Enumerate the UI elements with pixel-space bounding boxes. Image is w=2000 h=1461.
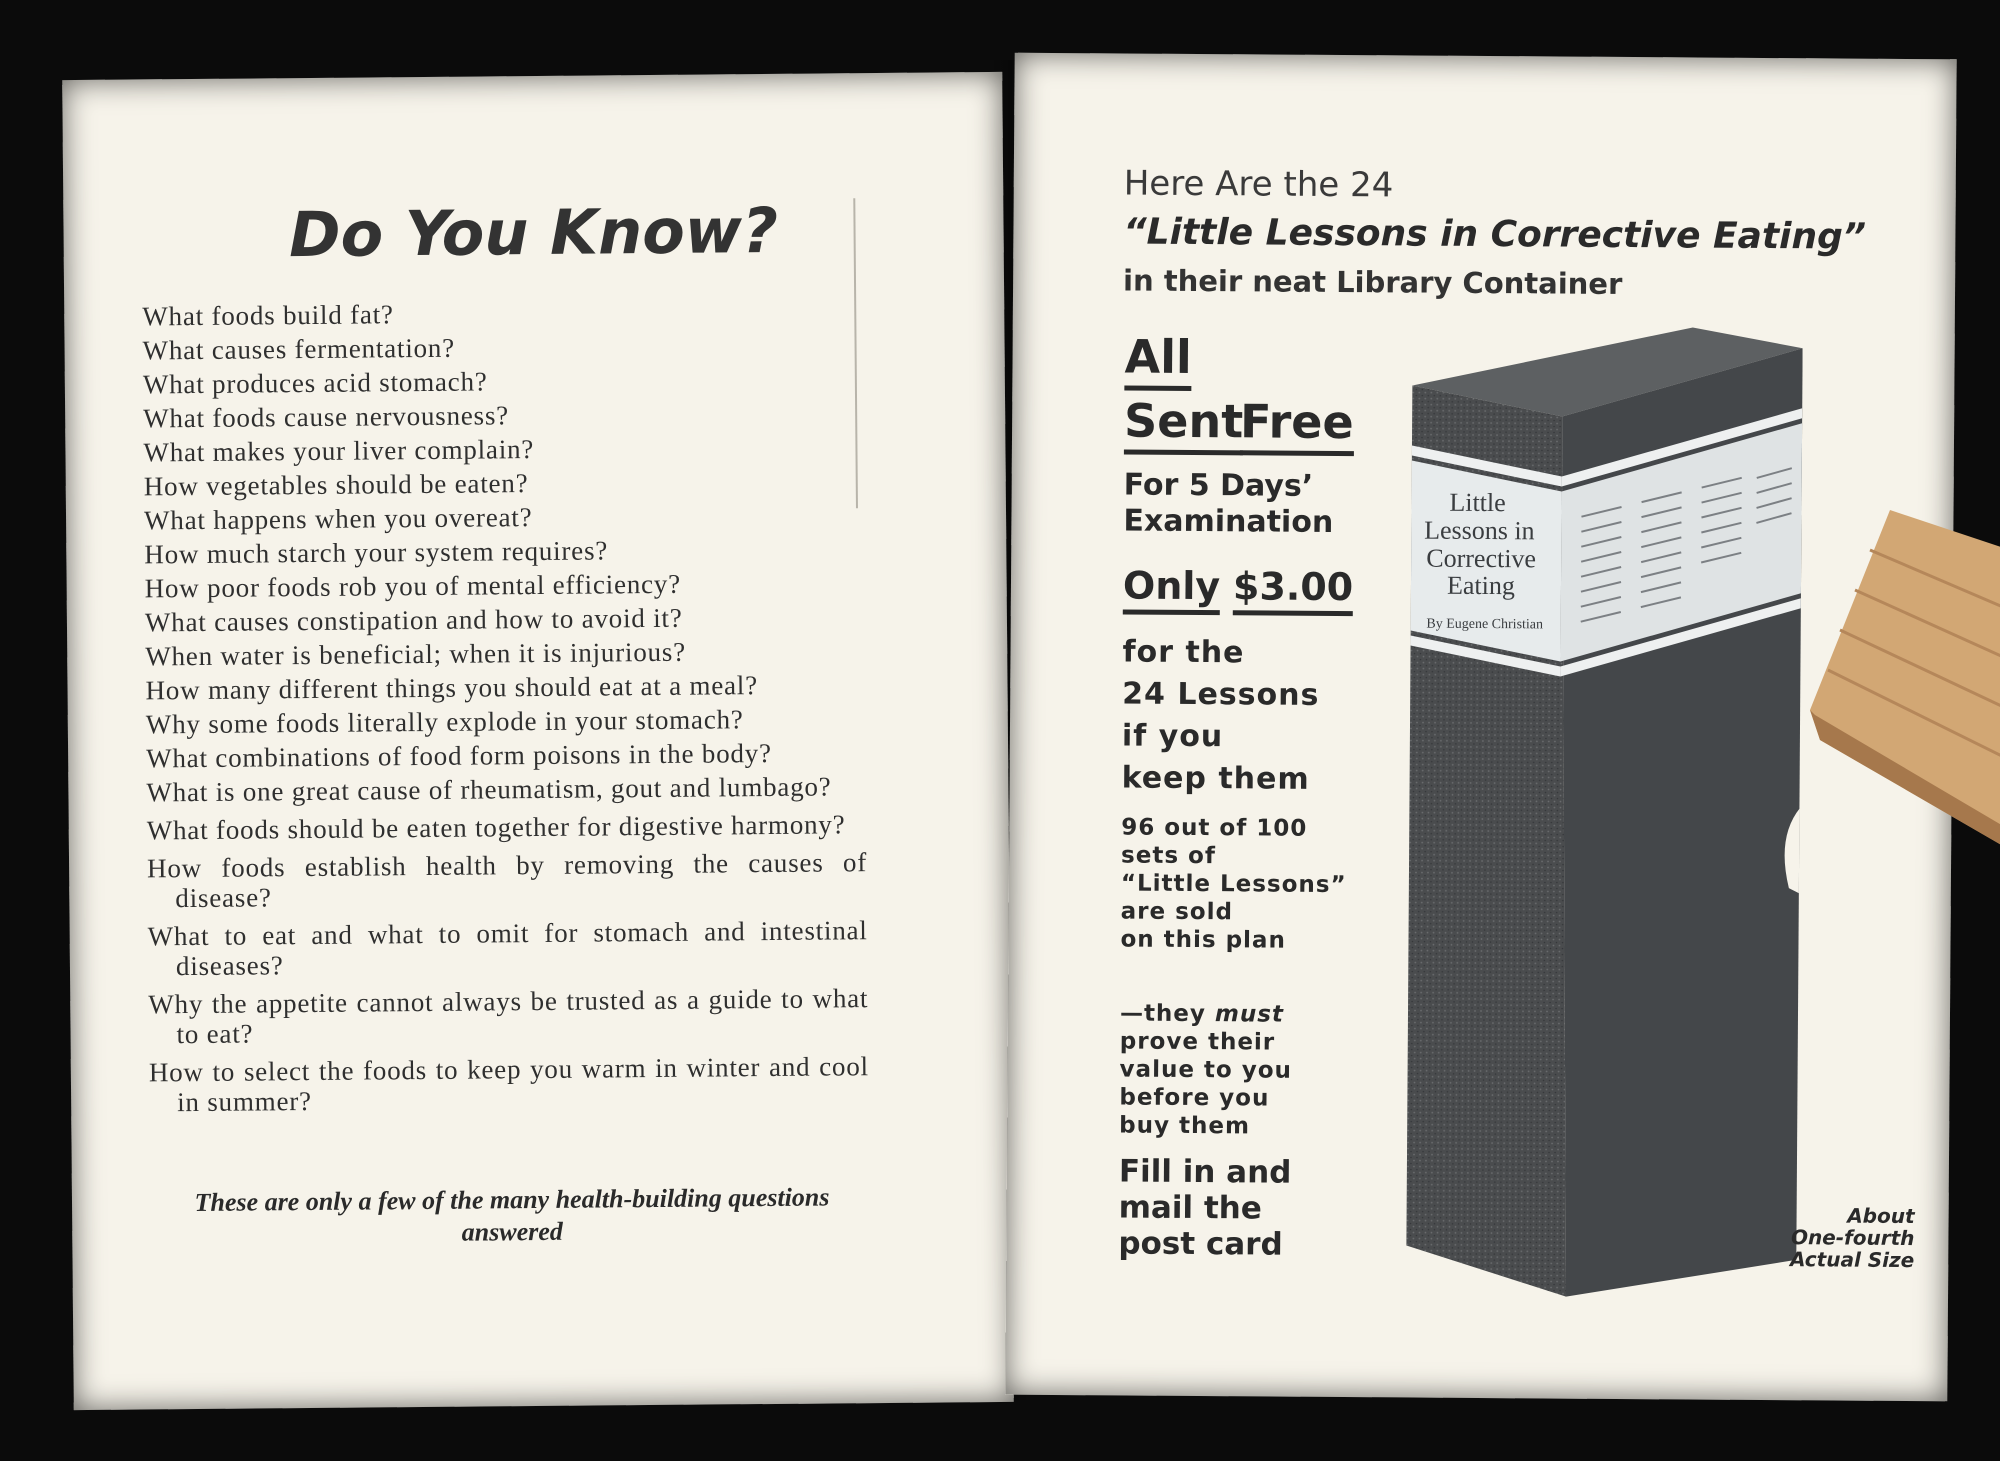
examination-offer: For 5 Days’ Examination [1123,467,1334,540]
footer-note: These are only a few of the many health-building questions answered [194,1182,830,1247]
heading-line-1: Here Are the 24 [1123,163,1394,206]
list-item: What makes your liver complain? [143,434,535,468]
price-label: $3.00 [1233,564,1354,616]
proof-statement: —they must prove their value to you before you buy them [1119,1000,1293,1140]
box-title-line: Lessons in [1424,515,1535,546]
page-heading: Do You Know? [288,193,779,272]
sent-label: Sent [1124,394,1244,456]
list-item: What foods cause nervousness? [143,400,510,434]
only-label: Only [1123,563,1221,615]
lessons-text: for the 24 Lessons if you keep them [1121,634,1320,797]
list-item: What causes constipation and how to avoid it? [144,602,683,638]
question-list [142,295,869,1125]
mail-instruction: Fill in and mail the post card [1118,1153,1292,1263]
list-item: How to select the foods to keep you warm in winter and cool in summer? [148,1051,869,1118]
box-title-line: Little [1449,487,1506,518]
left-page [62,72,1014,1410]
wooden-block [1810,510,2000,850]
all-label: All [1124,330,1192,391]
heading-line-3: in their neat Library Container [1122,263,1623,301]
sales-statistic: 96 out of 100 sets of “Little Lessons” are sold on this plan [1120,814,1347,954]
box-title-line: Corrective [1426,543,1537,574]
box-author: By Eugene Christian [1426,616,1544,633]
list-item: How foods establish health by removing the causes of disease? [146,847,868,914]
list-item: When water is beneficial; when it is injurious? [145,636,687,672]
list-item: How much starch your system requires? [144,535,609,570]
list-item: Why the appetite cannot always be trusted as a guide to what to eat? [148,983,869,1050]
list-item: What produces acid stomach? [142,366,488,400]
list-item: How poor foods rob you of mental efficiency? [144,568,682,604]
list-item: What happens when you overeat? [143,502,533,536]
list-item: What foods should be eaten together for digestive harmony? [146,809,846,846]
free-label: Free [1240,394,1354,456]
list-item: How many different things you should eat at a meal? [145,670,759,706]
list-item: How vegetables should be eaten? [143,468,529,502]
heading-line-2: “Little Lessons in Corrective Eating” [1123,211,1867,258]
list-item: What is one great cause of rheumatism, gout and lumbago? [146,771,832,808]
list-item: What combinations of food form poisons in the body? [146,737,772,774]
library-box-illustration [1376,325,1803,1308]
size-caption: About One-fourth Actual Size [1789,1203,1915,1273]
list-item: What foods build fat? [142,299,394,332]
list-item: What to eat and what to omit for stomach and intestinal diseases? [147,915,868,982]
box-title-line: Eating [1446,570,1516,601]
list-item: Why some foods literally explode in your stomach? [145,704,744,740]
list-item: What causes fermentation? [142,332,456,366]
